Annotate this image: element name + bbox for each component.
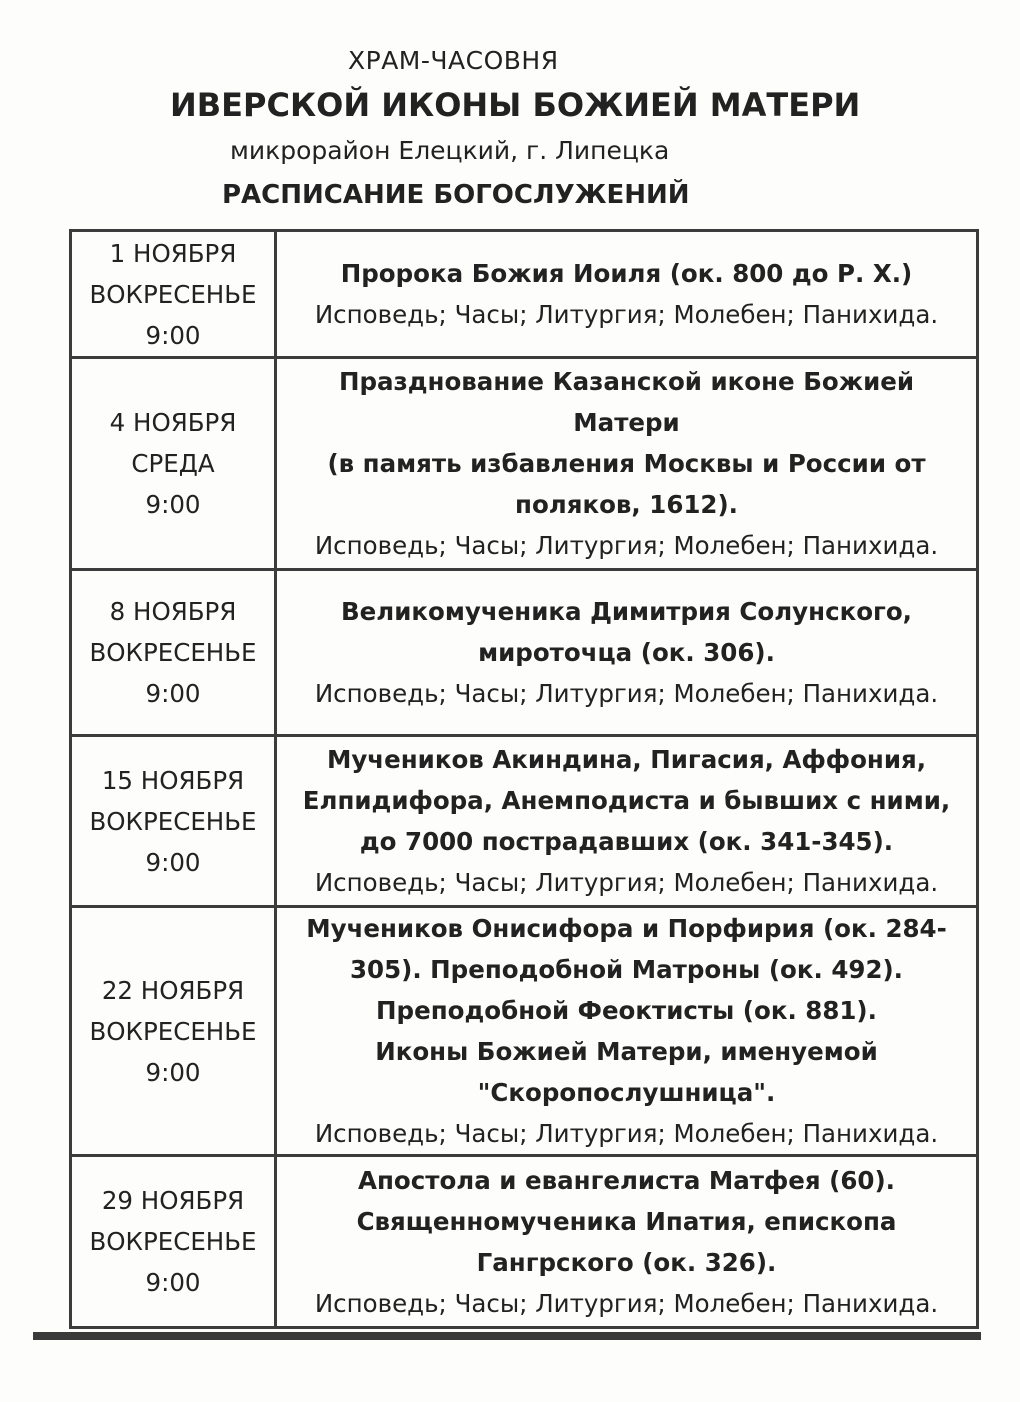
services-list: Исповедь; Часы; Литургия; Молебен; Панихида.	[314, 868, 939, 897]
date-time: 9:00	[145, 1268, 201, 1297]
church-location: микрорайон Елецкий, г. Липецка	[230, 136, 670, 165]
services-list: Исповедь; Часы; Литургия; Молебен; Панихида.	[314, 300, 939, 329]
services-list: Исповедь; Часы; Литургия; Молебен; Панихида.	[314, 1288, 939, 1318]
date-time: 9:00	[145, 679, 201, 708]
date-time: 9:00	[145, 490, 201, 519]
feast-title-line: Гангрского (ок. 326).	[476, 1247, 777, 1277]
date-weekday: ВОКРЕСЕНЬЕ	[89, 279, 257, 309]
date-weekday: ВОКРЕСЕНЬЕ	[89, 806, 257, 836]
feast-title-line: Пророка Божия Иоиля (ок. 800 до Р. Х.)	[340, 259, 913, 288]
feast-title-line: Священномученика Ипатия, епископа	[356, 1206, 897, 1236]
service-cell	[276, 1156, 978, 1328]
date-date: 22 НОЯБРЯ	[101, 975, 245, 1005]
feast-title-line: мироточца (ок. 306).	[478, 638, 775, 667]
feast-title-line: Преподобной Феоктисты (ок. 881).	[376, 996, 877, 1025]
date-date: 4 НОЯБРЯ	[109, 408, 237, 437]
services-list: Исповедь; Часы; Литургия; Молебен; Панихида.	[314, 531, 939, 560]
service-cell	[276, 231, 978, 358]
date-time: 9:00	[145, 320, 201, 350]
feast-title-line: Елпидифора, Анемподиста и бывших с ними,	[302, 786, 951, 815]
feast-title-line: Иконы Божией Матери, именуемой	[375, 1037, 878, 1066]
feast-title-line: (в память избавления Москвы и России от	[327, 449, 926, 478]
schedule-row	[71, 736, 978, 907]
service-cell	[276, 570, 978, 736]
date-cell	[71, 1156, 276, 1328]
feast-title-line: Мучеников Онисифора и Порфирия (ок. 284-	[306, 914, 947, 943]
feast-title-line: Апостола и евангелиста Матфея (60).	[358, 1165, 895, 1195]
date-cell	[71, 358, 276, 570]
schedule-row	[71, 231, 978, 358]
services-list: Исповедь; Часы; Литургия; Молебен; Панихида.	[314, 679, 939, 708]
schedule-row	[71, 1156, 978, 1328]
service-cell	[276, 358, 978, 570]
feast-title-line: Празднование Казанской иконе Божией	[338, 367, 915, 396]
date-date: 29 НОЯБРЯ	[101, 1186, 245, 1215]
schedule-row	[71, 358, 978, 570]
date-cell	[71, 907, 276, 1156]
schedule-table	[69, 229, 979, 1329]
date-weekday: ВОКРЕСЕНЬЕ	[89, 1016, 257, 1046]
church-name: ИВЕРСКОЙ ИКОНЫ БОЖИЕЙ МАТЕРИ	[170, 86, 861, 124]
feast-title-line: Великомученика Димитрия Солунского,	[340, 597, 912, 626]
date-weekday: СРЕДА	[131, 449, 215, 478]
date-date: 1 НОЯБРЯ	[109, 238, 237, 268]
date-weekday: ВОКРЕСЕНЬЕ	[89, 638, 257, 667]
schedule-title: РАСПИСАНИЕ БОГОСЛУЖЕНИЙ	[222, 180, 690, 210]
feast-title-line: до 7000 пострадавших (ок. 341-345).	[359, 827, 894, 856]
date-weekday: ВОКРЕСЕНЬЕ	[89, 1227, 257, 1256]
date-cell	[71, 231, 276, 358]
feast-title-line: "Скоропослушница".	[477, 1078, 776, 1107]
service-cell	[276, 907, 978, 1156]
service-cell	[276, 736, 978, 907]
date-time: 9:00	[145, 847, 201, 877]
schedule-row	[71, 570, 978, 736]
date-date: 8 НОЯБРЯ	[109, 597, 237, 626]
feast-title-line: Мучеников Акиндина, Пигасия, Аффония,	[326, 745, 927, 774]
feast-title-line: Матери	[573, 408, 680, 437]
date-cell	[71, 736, 276, 907]
services-list: Исповедь; Часы; Литургия; Молебен; Панихида.	[314, 1119, 939, 1148]
bottom-rule	[33, 1332, 981, 1340]
feast-title-line: 305). Преподобной Матроны (ок. 492).	[349, 955, 903, 984]
schedule-row	[71, 907, 978, 1156]
date-date: 15 НОЯБРЯ	[101, 765, 245, 795]
feast-title-line: поляков, 1612).	[515, 490, 738, 519]
date-cell	[71, 570, 276, 736]
church-type: ХРАМ-ЧАСОВНЯ	[348, 46, 559, 75]
date-time: 9:00	[145, 1057, 201, 1087]
